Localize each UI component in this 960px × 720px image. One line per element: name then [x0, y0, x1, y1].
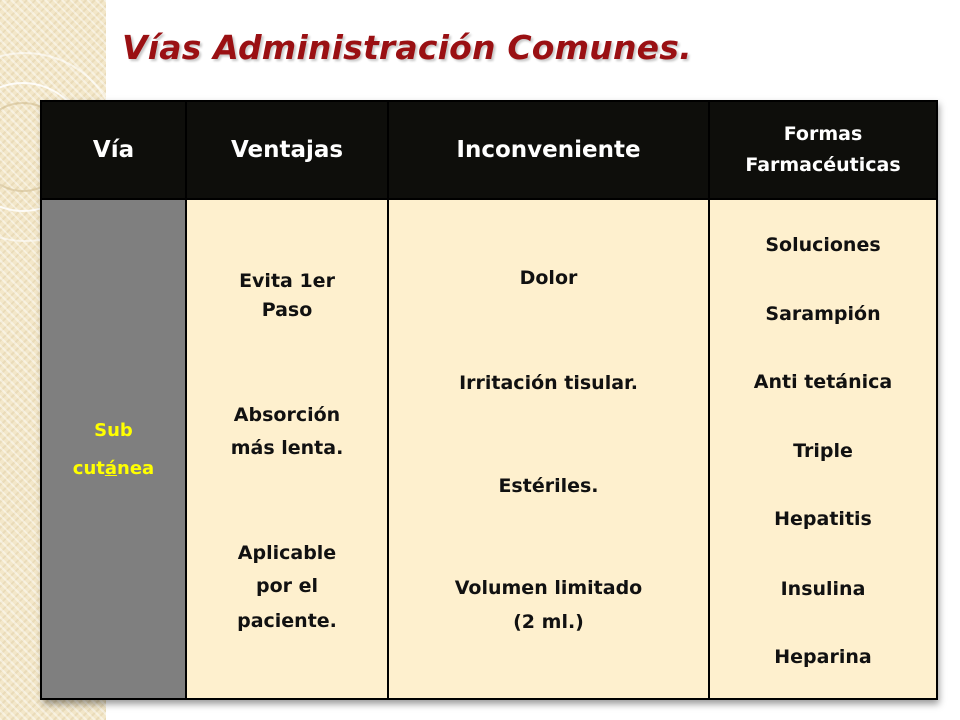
via-line-part-underlined: á — [104, 458, 118, 479]
via-line-part: nea — [117, 458, 155, 479]
ventajas-cell — [186, 199, 388, 699]
slide-title: Vías Administración Comunes. — [122, 28, 692, 67]
ventaja-line: más lenta. — [230, 437, 344, 459]
administration-routes-table — [40, 100, 938, 700]
inconveniente-line: Volumen limitado — [454, 577, 643, 599]
forma-item: Soluciones — [765, 234, 881, 256]
header-row — [41, 101, 937, 199]
ventaja-line: Absorción — [233, 404, 341, 426]
ventaja-line: Paso — [261, 299, 313, 321]
header-formas-line2: Farmacéuticas — [745, 154, 901, 176]
header-ventajas: Ventajas — [186, 101, 388, 199]
header-inconveniente: Inconveniente — [388, 101, 709, 199]
via-line: Sub — [94, 420, 133, 441]
ventaja-line: paciente. — [237, 610, 337, 632]
inconveniente-line: Dolor — [519, 267, 578, 289]
header-formas-line1: Formas — [783, 123, 863, 145]
forma-item: Hepatitis — [774, 508, 872, 530]
via-line-part: cut — [72, 458, 105, 479]
header-via: Vía — [41, 101, 186, 199]
header-formas-farmaceuticas — [709, 101, 937, 199]
via-line — [42, 458, 185, 479]
formas-cell — [709, 199, 937, 699]
inconveniente-line: Estériles. — [498, 475, 599, 497]
forma-item: Anti tetánica — [753, 371, 893, 393]
via-cell — [41, 199, 186, 699]
inconveniente-cell — [388, 199, 709, 699]
forma-item: Sarampión — [765, 303, 881, 325]
forma-item: Insulina — [780, 578, 866, 600]
inconveniente-line: Irritación tisular. — [459, 372, 638, 394]
ventaja-line: Aplicable — [237, 542, 337, 564]
ventaja-line: Evita 1er — [239, 270, 335, 292]
table-row — [41, 199, 937, 699]
ventaja-line: por el — [255, 575, 319, 597]
forma-item: Triple — [793, 440, 853, 462]
forma-item: Heparina — [774, 646, 872, 668]
inconveniente-line: (2 ml.) — [513, 611, 584, 633]
